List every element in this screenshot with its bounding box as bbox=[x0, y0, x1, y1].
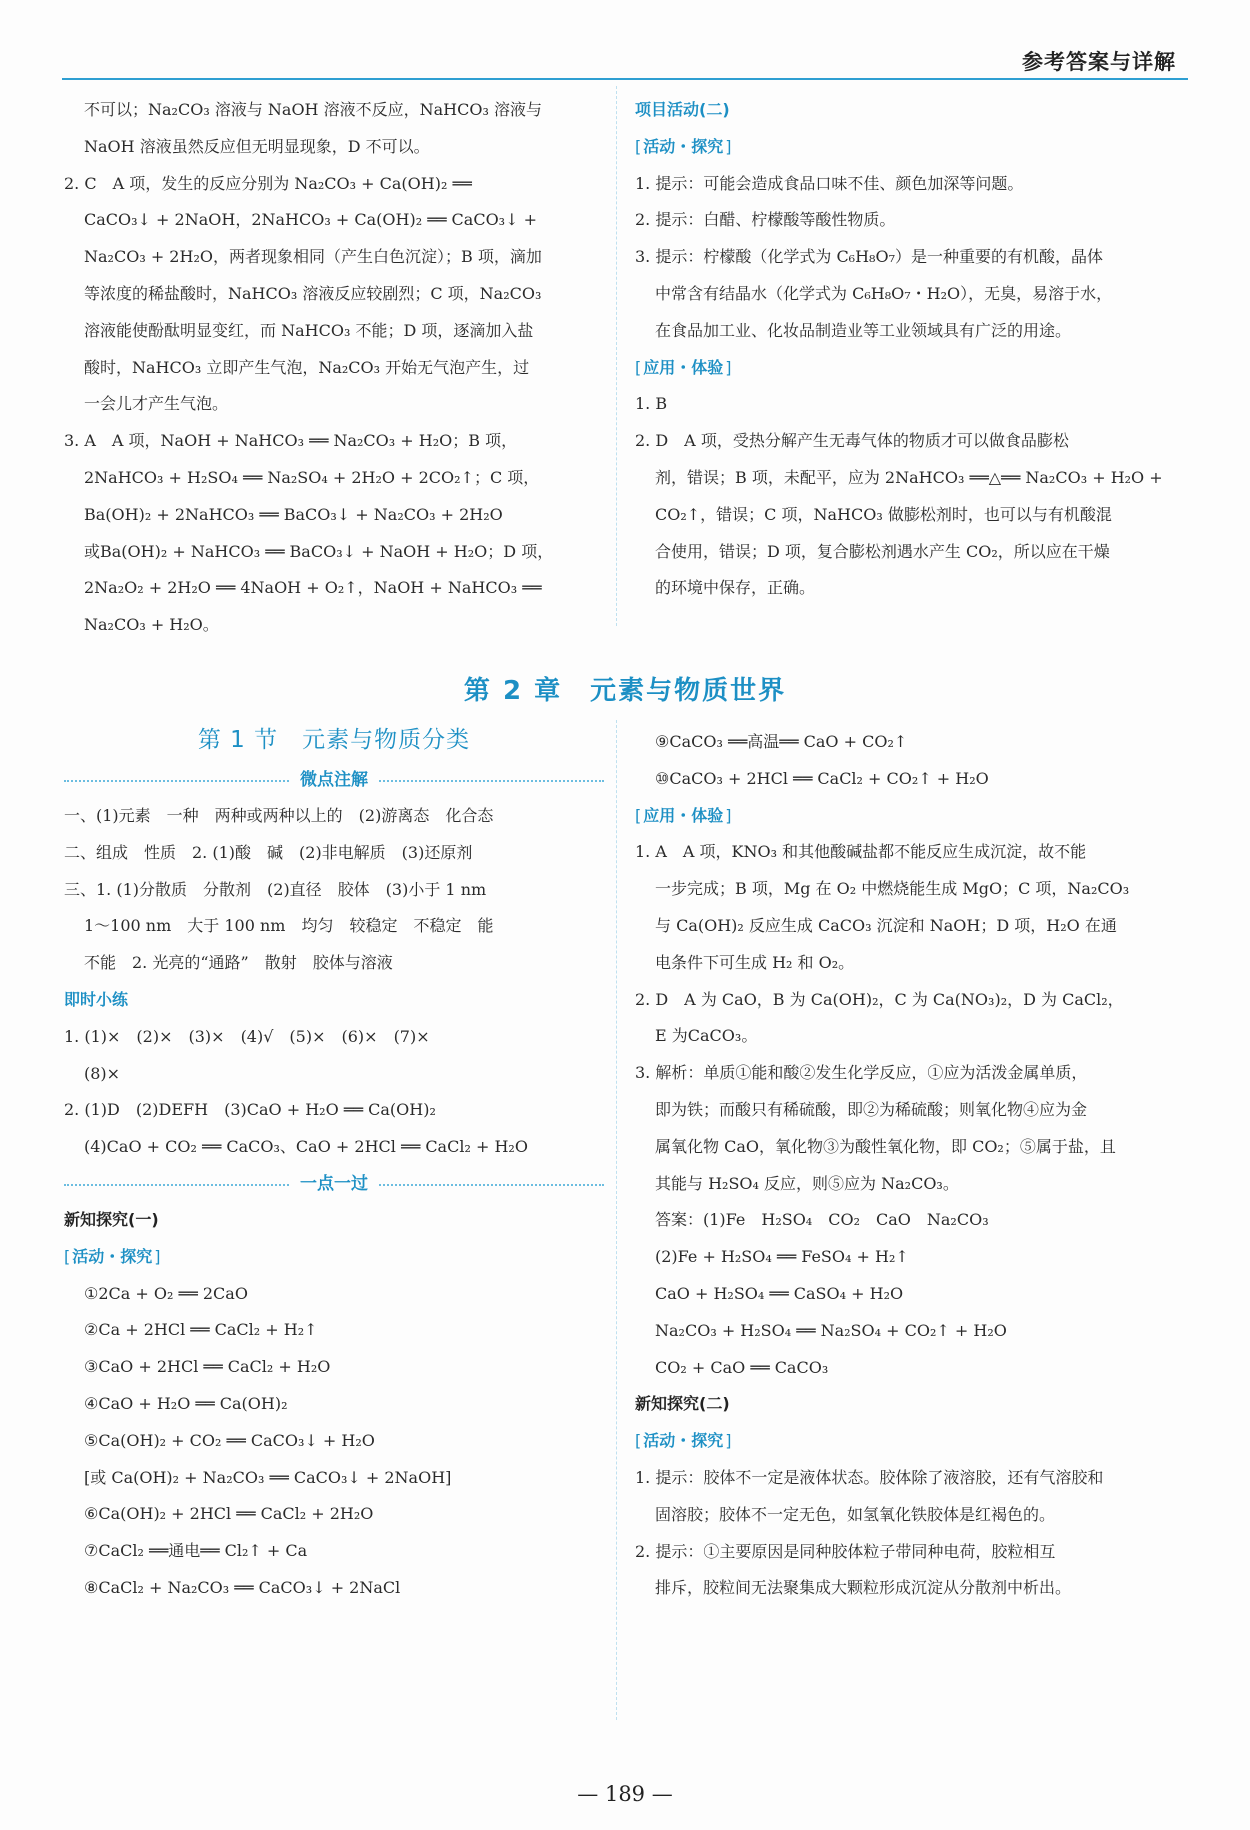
page-header bbox=[62, 40, 1188, 80]
text-line: 1. A A 项，KNO₃ 和其他酸碱盐都不能反应生成沉淀，故不能 bbox=[635, 842, 1087, 862]
text-line: 3. A A 项，NaOH + NaHCO₃ ══ Na₂CO₃ + H₂O；B 项， bbox=[64, 431, 518, 451]
text-line: 固溶胶；胶体不一定无色，如氢氧化铁胶体是红褐色的。 bbox=[655, 1504, 1056, 1524]
text-line: 在食品加工业、化妆品制造业等工业领域具有广泛的用途。 bbox=[655, 320, 1072, 340]
text-line: 酸时，NaHCO₃ 立即产生气泡，Na₂CO₃ 开始无气泡产生，过 bbox=[84, 357, 530, 377]
text-line: CO₂ + CaO ══ CaCO₃ bbox=[655, 1357, 829, 1377]
text-line: 中常含有结晶水（化学式为 C₆H₈O₇・H₂O），无臭，易溶于水， bbox=[655, 283, 1113, 303]
equation-line: ⑨CaCO₃ ══高温══ CaO + CO₂↑ bbox=[655, 732, 908, 751]
text-line: CO₂↑，错误；C 项，NaHCO₃ 做膨松剂时，也可以与有机酸混 bbox=[655, 504, 1112, 524]
text-line: 2Na₂O₂ + 2H₂O ══ 4NaOH + O₂↑，NaOH + NaHCO₃ ══ bbox=[84, 578, 542, 598]
equation-line: ③CaO + 2HCl ══ CaCl₂ + H₂O bbox=[84, 1357, 331, 1377]
chapter-title: 第 2 章 元素与物质世界 bbox=[463, 676, 787, 706]
text-line: 合使用，错误；D 项，复合膨松剂遇水产生 CO₂，所以应在干燥 bbox=[655, 541, 1110, 561]
equation-line: ⑩CaCO₃ + 2HCl ══ CaCl₂ + CO₂↑ + H₂O bbox=[655, 768, 989, 788]
text-line: Na₂CO₃ + H₂O。 bbox=[84, 615, 219, 635]
equation-line: ⑦CaCl₂ ══通电══ Cl₂↑ + Ca bbox=[84, 1541, 308, 1561]
text-line: 3. 提示：柠檬酸（化学式为 C₆H₈O₇）是一种重要的有机酸，晶体 bbox=[635, 247, 1103, 267]
banner-label: 一点一过 bbox=[290, 1174, 378, 1194]
text-line: 三、1. (1)分散质 分散剂 (2)直径 胶体 (3)小于 1 nm bbox=[64, 879, 487, 899]
text-line: 二、组成 性质 2. (1)酸 碱 (2)非电解质 (3)还原剂 bbox=[64, 842, 473, 862]
equation-line: ⑤Ca(OH)₂ + CO₂ ══ CaCO₃↓ + H₂O bbox=[84, 1430, 375, 1450]
right-top-column bbox=[635, 92, 1175, 607]
text-line: 一、(1)元素 一种 两种或两种以上的 (2)游离态 化合态 bbox=[64, 806, 494, 825]
text-line: 2. D A 项，受热分解产生无毒气体的物质才可以做食品膨松 bbox=[635, 431, 1069, 451]
column-divider bbox=[616, 86, 617, 626]
explore-heading: 新知探究(二) bbox=[635, 1394, 730, 1414]
text-line: 不能 2. 光亮的“通路” 散射 胶体与溶液 bbox=[84, 953, 393, 973]
left-top-column bbox=[64, 92, 604, 644]
text-line: 一会儿才产生气泡。 bbox=[84, 394, 229, 414]
text-line: 电条件下可生成 H₂ 和 O₂。 bbox=[655, 952, 855, 972]
text-line: 1. 提示：胶体不一定是液体状态。胶体除了液溶胶，还有气溶胶和 bbox=[635, 1467, 1104, 1487]
activity-tag: [ 活动・探究 ] bbox=[635, 1431, 732, 1450]
banner-label: 微点注解 bbox=[290, 770, 378, 790]
application-tag: [ 应用・体验 ] bbox=[635, 358, 732, 377]
text-line: 即为铁；而酸只有稀硫酸，即②为稀硫酸；则氧化物④应为金 bbox=[655, 1099, 1088, 1119]
text-line: (8)× bbox=[84, 1063, 121, 1083]
right-bottom-column bbox=[635, 724, 1175, 1607]
text-line: (4)CaO + CO₂ ══ CaCO₃、CaO + 2HCl ══ CaCl₂ + H₂O bbox=[84, 1137, 528, 1157]
header-title: 参考答案与详解 bbox=[1022, 50, 1176, 74]
equation-line: ⑧CaCl₂ + Na₂CO₃ ══ CaCO₃↓ + 2NaCl bbox=[84, 1577, 401, 1597]
activity-tag: [ 活动・探究 ] bbox=[64, 1247, 161, 1266]
text-line: 1～100 nm 大于 100 nm 均匀 较稳定 不稳定 能 bbox=[84, 916, 494, 936]
text-line: 排斥，胶粒间无法聚集成大颗粒形成沉淀从分散剂中析出。 bbox=[655, 1578, 1072, 1598]
text-line: 的环境中保存，正确。 bbox=[655, 578, 816, 598]
project-activity-heading: 项目活动(二) bbox=[635, 100, 730, 119]
equation-line: [或 Ca(OH)₂ + Na₂CO₃ ══ CaCO₃↓ + 2NaOH] bbox=[84, 1467, 452, 1487]
text-line: 与 Ca(OH)₂ 反应生成 CaCO₃ 沉淀和 NaOH；D 项，H₂O 在通 bbox=[655, 915, 1117, 935]
text-line: Na₂CO₃ + 2H₂O，两者现象相同（产生白色沉淀）；B 项，滴加 bbox=[84, 247, 542, 267]
text-line: 等浓度的稀盐酸时，NaHCO₃ 溶液反应较剧烈；C 项，Na₂CO₃ bbox=[84, 283, 542, 303]
text-line: E 为CaCO₃。 bbox=[655, 1026, 758, 1046]
text-line: 2. (1)D (2)DEFH (3)CaO + H₂O ══ Ca(OH)₂ bbox=[64, 1100, 436, 1120]
text-line: 或Ba(OH)₂ + NaHCO₃ ══ BaCO₃↓ + NaOH + H₂O；D 项， bbox=[84, 541, 554, 561]
text-line: 溶液能使酚酞明显变红，而 NaHCO₃ 不能；D 项，逐滴加入盐 bbox=[84, 320, 534, 340]
text-line: 其能与 H₂SO₄ 反应，则⑤应为 Na₂CO₃。 bbox=[655, 1173, 959, 1193]
explore-heading: 新知探究(一) bbox=[64, 1209, 159, 1229]
text-line: 3. 解析：单质①能和酸②发生化学反应，①应为活泼金属单质， bbox=[635, 1063, 1088, 1083]
practice-heading: 即时小练 bbox=[64, 989, 129, 1009]
text-line: 2. 提示：白醋、柠檬酸等酸性物质。 bbox=[635, 210, 896, 230]
banner-notes bbox=[64, 762, 604, 798]
equation-line: ④CaO + H₂O ══ Ca(OH)₂ bbox=[84, 1393, 288, 1413]
equation-line: ②Ca + 2HCl ══ CaCl₂ + H₂↑ bbox=[84, 1320, 318, 1340]
text-line: 属氧化物 CaO，氧化物③为酸性氧化物，即 CO₂；⑤属于盐，且 bbox=[655, 1136, 1116, 1156]
banner-review bbox=[64, 1166, 604, 1202]
text-line: CaCO₃↓ + 2NaOH，2NaHCO₃ + Ca(OH)₂ ══ CaCO₃↓ + bbox=[84, 210, 537, 230]
page-number: — 189 — bbox=[577, 1782, 673, 1806]
equation-line: ①2Ca + O₂ ══ 2CaO bbox=[84, 1283, 248, 1303]
column-divider-lower bbox=[616, 720, 617, 1720]
text-line: 一步完成；B 项，Mg 在 O₂ 中燃烧能生成 MgO；C 项，Na₂CO₃ bbox=[655, 879, 1130, 899]
text-line: Na₂CO₃ + H₂SO₄ ══ Na₂SO₄ + CO₂↑ + H₂O bbox=[655, 1320, 1007, 1340]
text-line: CaO + H₂SO₄ ══ CaSO₄ + H₂O bbox=[655, 1283, 904, 1303]
text-line: 剂，错误；B 项，未配平，应为 2NaHCO₃ ══△══ Na₂CO₃ + H₂O + bbox=[655, 467, 1163, 487]
activity-tag: [ 活动・探究 ] bbox=[635, 137, 732, 156]
section-title: 第 1 节 元素与物质分类 bbox=[197, 727, 471, 753]
text-line: 1. 提示：可能会造成食品口味不佳、颜色加深等问题。 bbox=[635, 173, 1024, 193]
text-line: 2NaHCO₃ + H₂SO₄ ══ Na₂SO₄ + 2H₂O + 2CO₂↑；C 项， bbox=[84, 467, 540, 487]
text-line: 1. (1)× (2)× (3)× (4)√ (5)× (6)× (7)× bbox=[64, 1026, 430, 1046]
application-tag: [ 应用・体验 ] bbox=[635, 806, 732, 825]
text-line: 答案：(1)Fe H₂SO₄ CO₂ CaO Na₂CO₃ bbox=[655, 1210, 989, 1230]
text-line: 2. 提示：①主要原因是同种胶体粒子带同种电荷，胶粒相互 bbox=[635, 1541, 1056, 1561]
text-line: 2. D A 为 CaO，B 为 Ca(OH)₂，C 为 Ca(NO₃)₂，D 为 CaCl₂， bbox=[635, 989, 1124, 1009]
text-line: 不可以；Na₂CO₃ 溶液与 NaOH 溶液不反应，NaHCO₃ 溶液与 bbox=[84, 100, 542, 119]
left-bottom-column bbox=[64, 718, 604, 1607]
text-line: 2. C A 项，发生的反应分别为 Na₂CO₃ + Ca(OH)₂ ══ bbox=[64, 173, 472, 193]
text-line: NaOH 溶液虽然反应但无明显现象，D 不可以。 bbox=[84, 136, 430, 156]
text-line: Ba(OH)₂ + 2NaHCO₃ ══ BaCO₃↓ + Na₂CO₃ + 2H₂O bbox=[84, 504, 503, 524]
text-line: 1. B bbox=[635, 394, 668, 414]
text-line: (2)Fe + H₂SO₄ ══ FeSO₄ + H₂↑ bbox=[655, 1247, 909, 1267]
equation-line: ⑥Ca(OH)₂ + 2HCl ══ CaCl₂ + 2H₂O bbox=[84, 1504, 374, 1524]
